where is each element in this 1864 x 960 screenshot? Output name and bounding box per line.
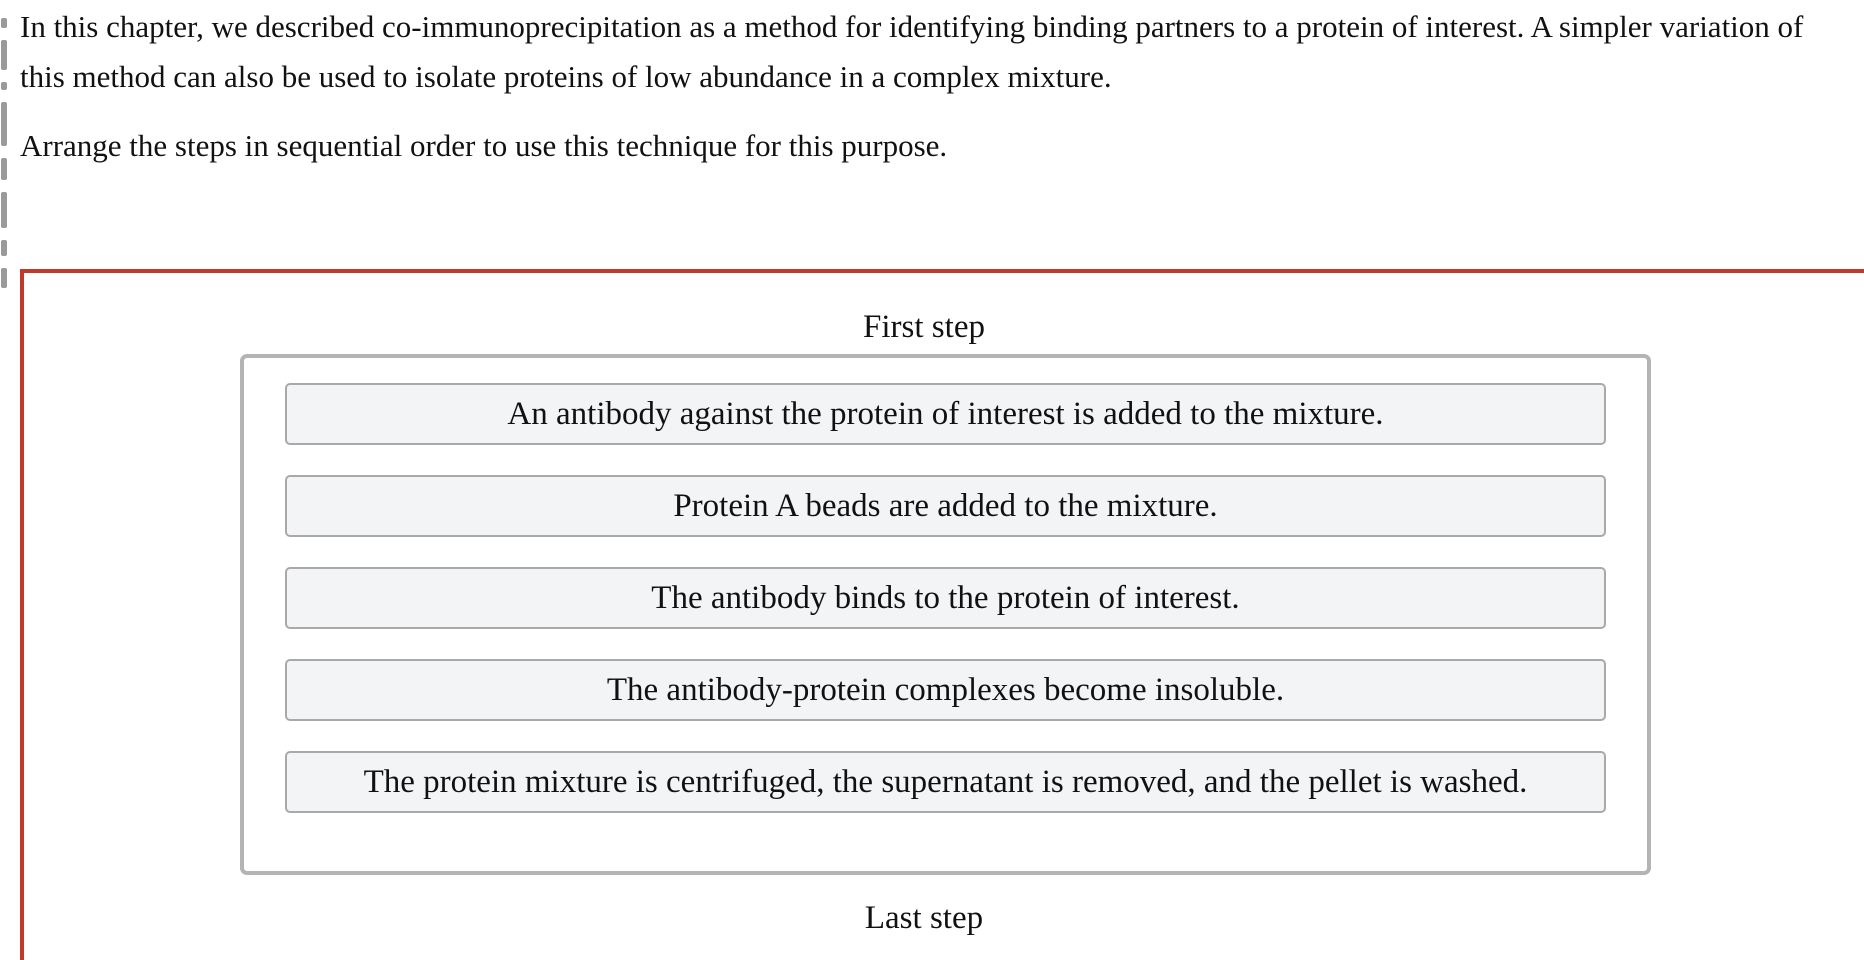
- step-item-1[interactable]: An antibody against the protein of interest is added to the mixture.: [285, 383, 1606, 445]
- first-step-label: First step: [863, 309, 985, 345]
- question-text: [20, 2, 1840, 171]
- last-step-label: Last step: [864, 900, 984, 936]
- side-watermark-strip: [0, 0, 10, 290]
- question-intro: In this chapter, we described co-immunoprecipitation as a method for identifying binding partners to a protein of interest. A simpler variation of this method can also be used to isolate proteins of low abundance in a complex mixture.: [20, 9, 1804, 94]
- ordering-list: [240, 354, 1651, 875]
- step-item-2[interactable]: Protein A beads are added to the mixture.: [285, 475, 1606, 537]
- step-item-4[interactable]: The antibody-protein complexes become insoluble.: [285, 659, 1606, 721]
- step-item-5[interactable]: The protein mixture is centrifuged, the supernatant is removed, and the pellet is washed.: [285, 751, 1606, 813]
- step-item-3[interactable]: The antibody binds to the protein of interest.: [285, 567, 1606, 629]
- question-instruction: Arrange the steps in sequential order to use this technique for this purpose.: [20, 128, 948, 163]
